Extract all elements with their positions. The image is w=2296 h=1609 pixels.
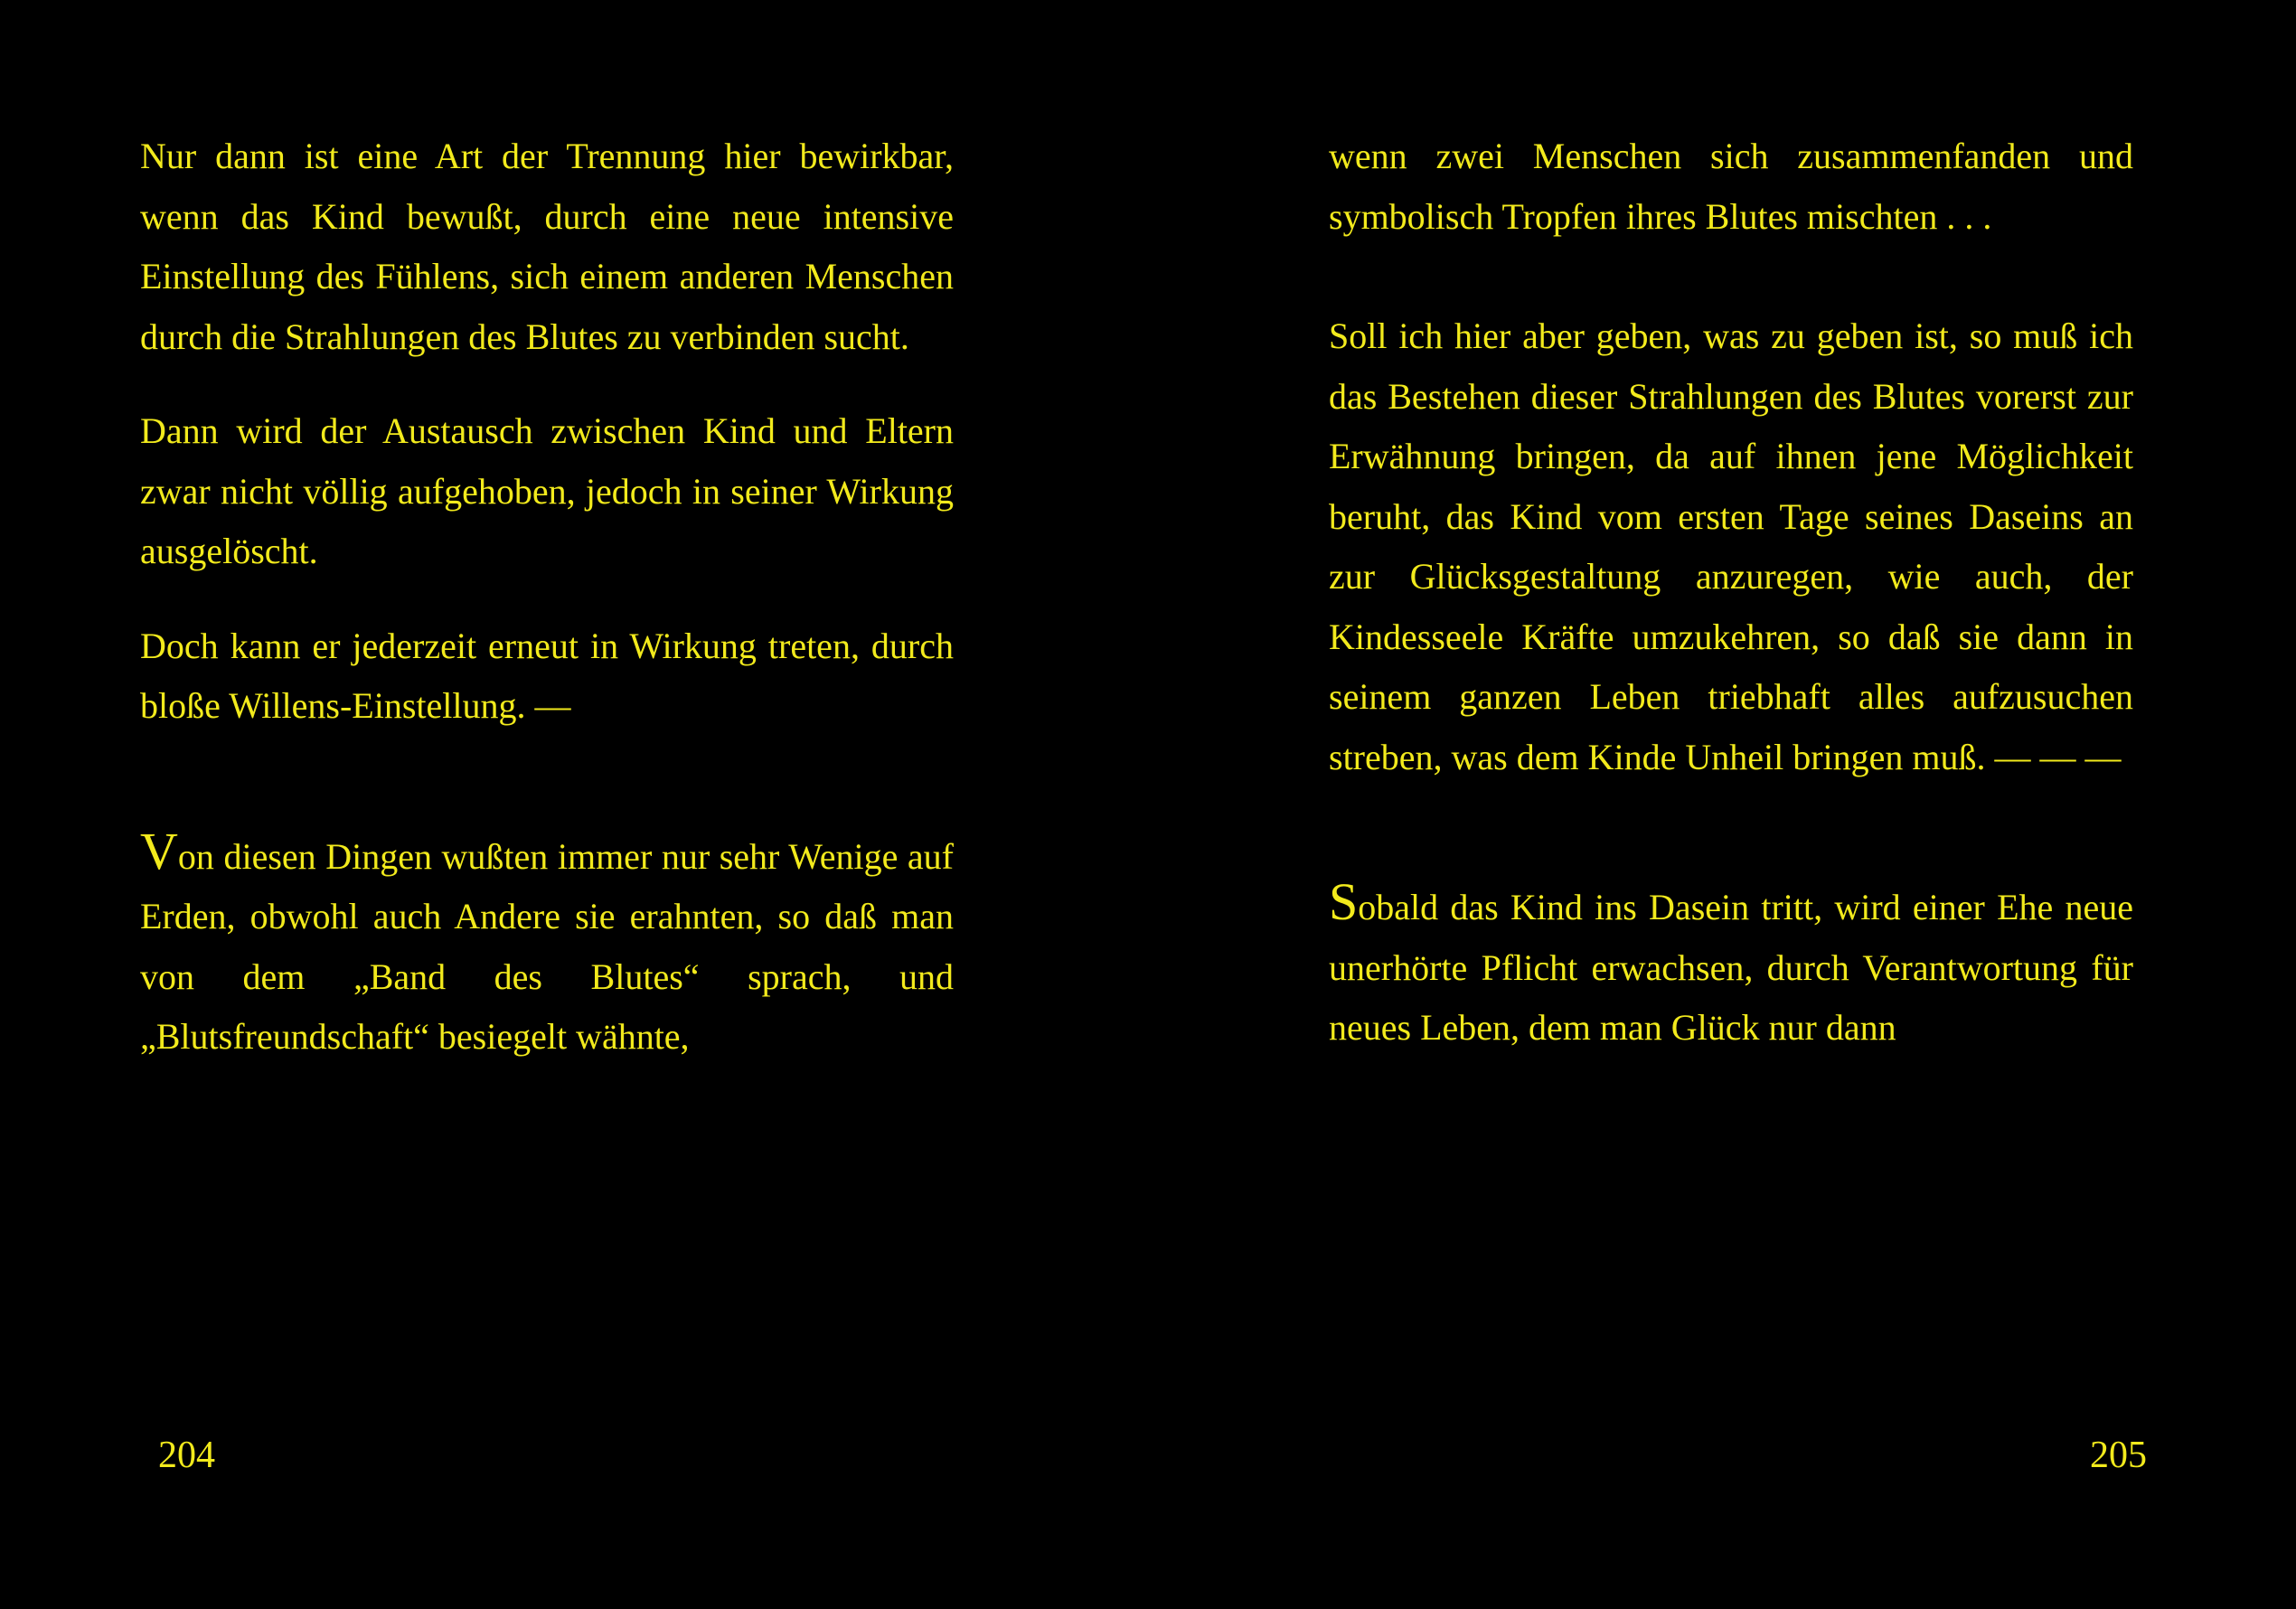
- section-gap: [140, 737, 954, 827]
- right-page-text-column: [1329, 127, 2133, 1059]
- right-page: [1148, 0, 2296, 1609]
- section-initial-letter: V: [140, 821, 178, 880]
- right-section-paragraph: [1329, 872, 2133, 1059]
- left-paragraph-3: Doch kann er jederzeit erneut in Wirkung treten, durch bloße Willens-Einstellung. —: [140, 625, 954, 726]
- left-page-text-column: [140, 127, 954, 1068]
- section-gap: [1329, 787, 2133, 878]
- right-paragraph-2: Soll ich hier aber geben, was zu geben ist, so muß ich das Bestehen dieser Strahlungen des Blutes vorerst zur Erwähnung bringen, da auf ihnen jene Möglichkeit beruht, das Kind vom ersten Tage seines Daseins an zur Glücksgestaltung anzuregen, wie auch, der Kindesseele Kräfte umzukehren, so daß sie dann in seinem ganzen Leben triebhaft alles aufzusuchen streben, was dem Kinde Unheil bringen muß. — — —: [1329, 315, 2133, 777]
- section-initial-letter: S: [1329, 872, 1359, 931]
- right-page-number: 205: [2090, 1435, 2147, 1476]
- left-section-text: on diesen Dingen wußten immer nur sehr Wenige auf Erden, obwohl auch Andere sie erahnten, so daß man von dem „Band des Blutes“ sprach, und „Blutsfreundschaft“ besiegelt wähnte,: [140, 835, 954, 1057]
- left-paragraph-1: Nur dann ist eine Art der Trennung hier bewirkbar, wenn das Kind bewußt, durch eine neue intensive Einstellung des Fühlens, sich einem anderen Menschen durch die Strahlungen des Blutes zu verbinden sucht.: [140, 136, 954, 357]
- right-paragraph-1: wenn zwei Menschen sich zusammenfanden und symbolisch Tropfen ihres Blutes mischten . . .: [1329, 136, 2133, 237]
- right-section-text: obald das Kind ins Dasein tritt, wird einer Ehe neue unerhörte Pflicht erwachsen, durch Verantwortung für neues Leben, dem man Glück nur dann: [1329, 887, 2133, 1048]
- left-page-number: 204: [158, 1435, 215, 1476]
- paragraph-gap: [1329, 247, 2133, 306]
- paragraph-gap: [140, 582, 954, 616]
- left-paragraph-2: Dann wird der Austausch zwischen Kind und Eltern zwar nicht völlig aufgehoben, jedoch in seiner Wirkung ausgelöscht.: [140, 410, 954, 571]
- left-section-paragraph: [140, 821, 954, 1068]
- paragraph-gap: [140, 367, 954, 401]
